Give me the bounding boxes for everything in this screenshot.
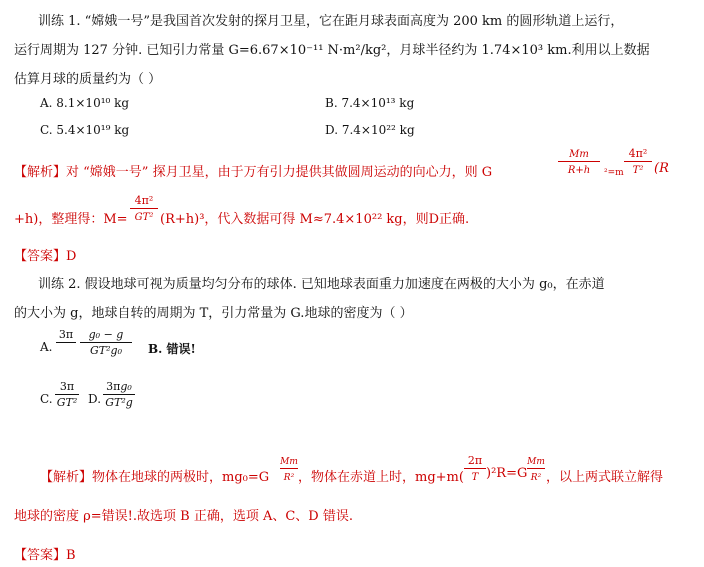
q1-frac-result: 4π² GT² (130, 194, 158, 223)
q2-option-c-frac: 3π GT² (56, 380, 78, 409)
q1-answer-tag: 【答案】 (14, 249, 67, 264)
q1-r-paren: (R (654, 161, 669, 176)
q2-analysis-text-2: 地球的密度 ρ=错误!.故选项 B 正确，选项 A、C、D 错误. (14, 509, 353, 524)
q1-line2: 运行周期为 127 分钟. 已知引力常量 G=6.67×10⁻¹¹ N·m²/kg²，月球半径约为 1.74×10³ km.利用以上数据 (14, 43, 650, 58)
q2-frac-mm-2: Mm R² (527, 457, 545, 483)
q2-option-b: B. 错误! (148, 342, 196, 356)
q1-option-b: B. 7.4×10¹³ kg (325, 96, 415, 110)
q2-analysis-text-1c: )²R=G (486, 466, 528, 481)
q1-sq: ²=m (604, 168, 624, 178)
q2-analysis-tag: 【解析】 (40, 470, 93, 485)
q2-analysis-text-1b: ，物体在赤道上时，mg+m( (298, 470, 464, 485)
q1-line1: 训练 1. “嫦娥一号”是我国首次发射的探月卫星，它在距月球表面高度为 200 km 的圆形轨道上运行， (38, 14, 624, 29)
q2-answer-tag: 【答案】 (14, 548, 67, 563)
q2-frac-mm-1: Mm R² (280, 457, 298, 483)
q2-analysis-text-1a: 物体在地球的两极时，mg₀=G (92, 470, 270, 485)
q1-frac-gmm: Mm R+h (558, 147, 600, 176)
q2-option-a-label: A. (40, 340, 53, 354)
q1-option-a: A. 8.1×10¹⁰ kg (40, 96, 130, 110)
q1-answer: D (66, 249, 77, 264)
q1-analysis-text-2: +h)，整理得：M= (14, 212, 128, 227)
q1-analysis-text-3: (R+h)³，代入数据可得 M≈7.4×10²² kg，则D正确. (160, 212, 470, 227)
q1-analysis-tag: 【解析】 (14, 165, 67, 180)
q2-option-c-label: C. (40, 392, 53, 406)
q2-option-a-frac-1: 3π (56, 328, 76, 357)
q2-option-a-frac-2: g₀ − g GT²g₀ (80, 328, 132, 357)
q2-answer: B (66, 548, 76, 563)
q1-line3: 估算月球的质量约为（ ） (14, 72, 162, 87)
q2-analysis-text-1d: ，以上两式联立解得 (546, 470, 664, 485)
q2-option-d-frac: 3πg₀ GT²g (103, 380, 135, 409)
q2-frac-2pi: 2π T (464, 454, 486, 483)
q1-option-c: C. 5.4×10¹⁹ kg (40, 123, 130, 137)
q1-frac-4pi2: 4π² T² (624, 147, 652, 176)
q1-option-d: D. 7.4×10²² kg (325, 123, 415, 137)
q2-line2: 的大小为 g，地球自转的周期为 T，引力常量为 G.地球的密度为（ ） (14, 306, 413, 321)
q2-option-d-label: D. (88, 392, 102, 406)
q2-line1: 训练 2. 假设地球可视为质量均匀分布的球体. 已知地球表面重力加速度在两极的大小为 g₀，在赤道 (38, 277, 605, 292)
q1-analysis-text-1: 对 “嫦娥一号” 探月卫星，由于万有引力提供其做圆周运动的向心力，则 G (66, 165, 493, 180)
